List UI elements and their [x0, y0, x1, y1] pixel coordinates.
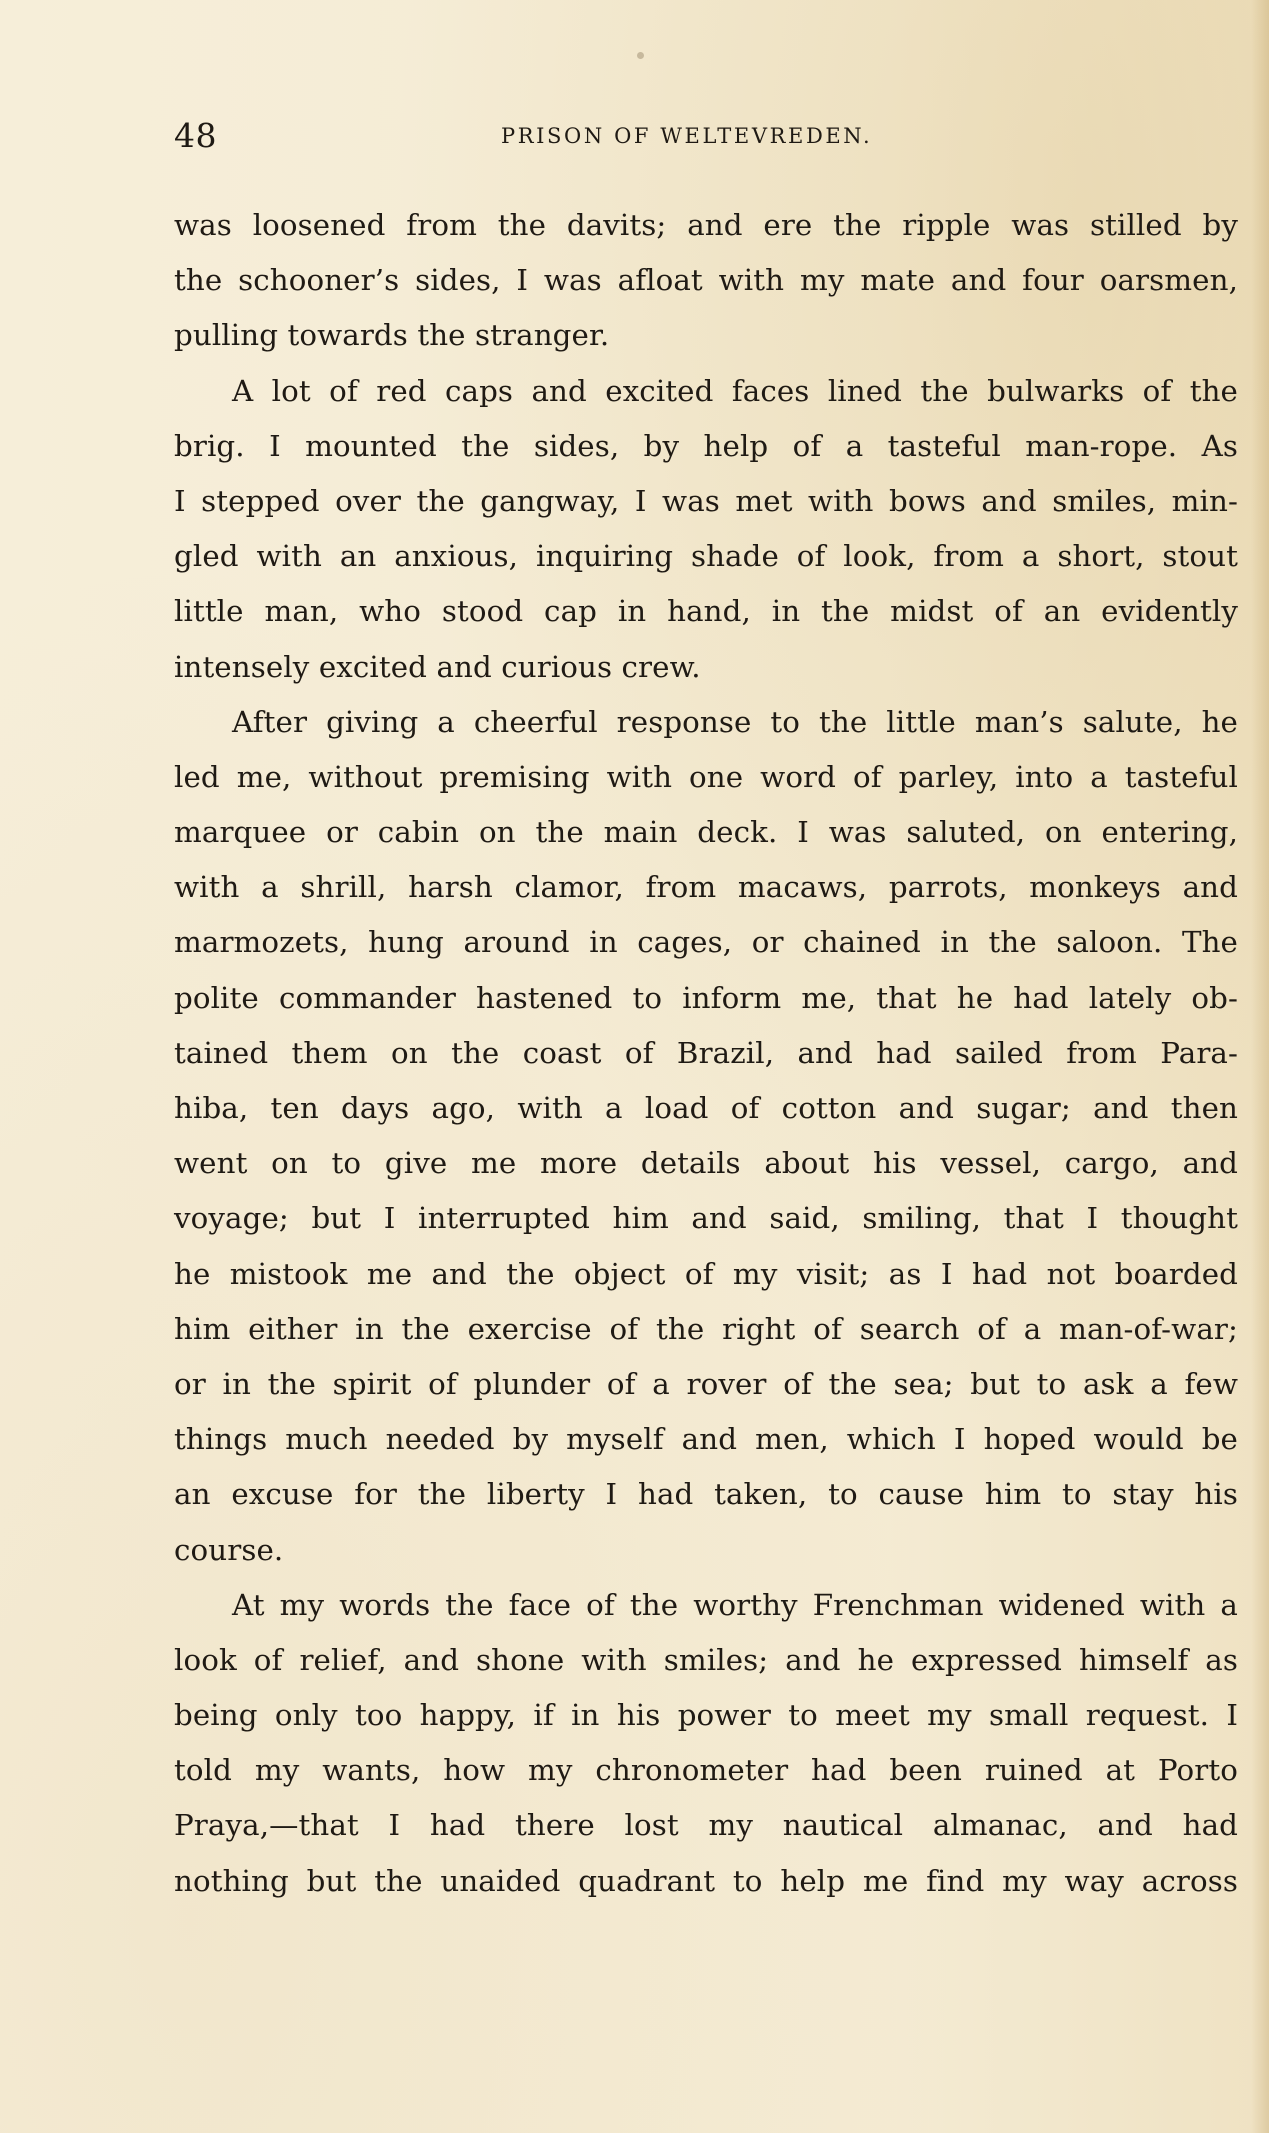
- running-title: PRISON OF WELTEVREDEN.: [501, 124, 873, 148]
- text-line: polite commander hastened to inform me, that he had lately ob-: [174, 980, 1238, 1015]
- text-line: told my wants, how my chronometer had been ruined at Porto: [174, 1753, 1238, 1788]
- text-line: hiba, ten days ago, with a load of cotton and sugar; and then: [174, 1091, 1238, 1125]
- text-line: course.: [174, 1532, 284, 1567]
- text-line: pulling towards the stranger.: [174, 318, 610, 353]
- text-line: being only too happy, if in his power to meet my small request. I: [174, 1698, 1238, 1733]
- text-line: marquee or cabin on the main deck. I was saluted, on entering,: [174, 815, 1238, 850]
- text-line: After giving a cheerful response to the little man’s salute, he: [232, 704, 1238, 739]
- paper-speck: [637, 52, 644, 59]
- text-line: led me, without premising with one word of parley, into a tasteful: [174, 759, 1238, 794]
- text-line: At my words the face of the worthy Frenchman widened with a: [232, 1587, 1238, 1622]
- text-line: or in the spirit of plunder of a rover of the sea; but to ask a few: [174, 1366, 1238, 1401]
- text-line: little man, who stood cap in hand, in the midst of an evidently: [174, 594, 1238, 629]
- text-line: A lot of red caps and excited faces lined the bulwarks of the: [232, 373, 1238, 408]
- text-line: gled with an anxious, inquiring shade of look, from a short, stout: [174, 539, 1238, 574]
- text-line: he mistook me and the object of my visit; as I had not boarded: [174, 1256, 1238, 1291]
- body-text: [174, 198, 1238, 1909]
- text-line: marmozets, hung around in cages, or chained in the saloon. The: [174, 925, 1238, 960]
- text-line: I stepped over the gangway, I was met with bows and smiles, min-: [174, 483, 1238, 518]
- text-line: tained them on the coast of Brazil, and had sailed from Para-: [174, 1035, 1238, 1070]
- page-header: [174, 112, 1244, 160]
- text-line: an excuse for the liberty I had taken, to cause him to stay his: [174, 1477, 1238, 1512]
- page-edge-shadow: [1251, 0, 1269, 2133]
- text-line: Praya,—that I had there lost my nautical almanac, and had: [174, 1808, 1238, 1843]
- text-line: intensely excited and curious crew.: [174, 649, 701, 684]
- text-line: was loosened from the davits; and ere the ripple was stilled by: [174, 208, 1238, 242]
- page-number: 48: [174, 116, 217, 155]
- text-line: voyage; but I interrupted him and said, smiling, that I thought: [174, 1201, 1238, 1236]
- text-line: nothing but the unaided quadrant to help me find my way across: [174, 1863, 1238, 1898]
- text-line: him either in the exercise of the right of search of a man-of-war;: [174, 1311, 1238, 1346]
- text-line: things much needed by myself and men, which I hoped would be: [174, 1422, 1238, 1457]
- text-line: look of relief, and shone with smiles; and he expressed himself as: [174, 1642, 1238, 1677]
- text-line: the schooner’s sides, I was afloat with my mate and four oarsmen,: [174, 263, 1238, 298]
- text-line: brig. I mounted the sides, by help of a tasteful man-rope. As: [174, 428, 1238, 463]
- text-line: went on to give me more details about his vessel, cargo, and: [174, 1146, 1238, 1181]
- text-line: with a shrill, harsh clamor, from macaws, parrots, monkeys and: [174, 870, 1238, 905]
